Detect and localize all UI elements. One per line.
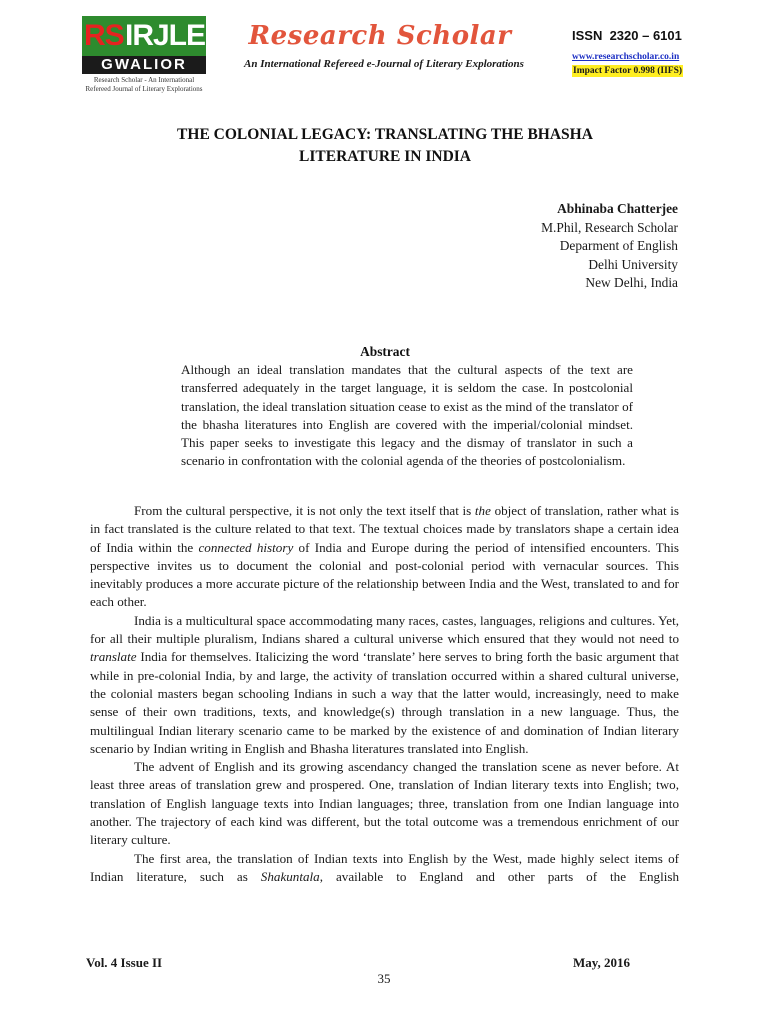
author-block [541,200,678,293]
author-department: Deparment of English [559,238,678,253]
paper-title-line2: LITERATURE IN INDIA [299,148,471,165]
footer-volume: Vol. 4 Issue II [86,955,163,970]
issn-line [572,28,682,44]
body-emphasis: Shakuntala [260,868,320,884]
logo-irjle-text: IRJLE [125,19,206,52]
impact-factor: Impact Factor 0.998 (IIFS) [573,66,683,76]
page-number: 35 [377,971,391,986]
body-emphasis: translate [90,649,137,665]
body-paragraph-2 [90,612,679,758]
journal-title: Research Scholar [248,21,512,51]
issn-label: ISSN [572,28,603,43]
footer-date: May, 2016 [573,955,631,970]
body-text-run: , available to England and other parts of the English [319,868,680,884]
body-text-run: India for themselves. Italicizing the word ‘translate’ here serves to bring forth the basic argument that while in pre-colonial India, by and large, the activity of translation occurred within a shared cultural universe, the colonial masters began schooling Indians in such a way that the latter would, increasingly, need to make sense of their own traditions, texts, and knowledge(s) through translation in a new language. Thus, the multilingual Indian literary scenario came to be marked by the existence of and domination of Indian literary scenario by Indian writing in English and Bhasha literatures translated into English. [90,649,679,756]
body-paragraph-4 [90,850,679,887]
body-emphasis: connected history [198,539,294,555]
author-degree: M.Phil, Research Scholar [541,219,678,235]
body-text-run: object of translation, rather what is in fact translated is the culture related to that text. The textual choices made by translators shape a certain idea of India within the [90,503,679,555]
body-text [90,502,679,886]
abstract-text: Although an ideal translation mandates that the cultural aspects of the text are transferred adequately in the target language, it is seldom the case. In postcolonial translation, the ideal translation situation cease to exist as the mind of the translator of the bhasha literatures into English are covered with the imperial/colonial mindset. This paper seeks to investigate this legacy and the dismay of translator in such a scenario in confrontation with the colonial agenda of the theories of postcolonialism. [181,362,633,469]
logo-city: GWALIOR [82,56,206,74]
issn-value: 2320 – 6101 [609,28,682,43]
paper-title [100,124,670,168]
author-name: Abhinaba Chatterjee [557,201,678,216]
body-emphasis: the [474,503,491,518]
website-link[interactable]: www.researchscholar.co.in [572,52,680,62]
logo-subtitle-line1: Research Scholar - An International [93,76,195,84]
body-paragraph-1 [90,502,679,612]
journal-logo [82,16,206,96]
body-paragraph-3: The advent of English and its growing ascendancy changed the translation scene as never before. At least three areas of translation grew and prospered. One, translation of Indian literary texts into English; two, translation of English language texts into Indian languages; three, translation from one Indian language into another. The trajectory of each kind was different, but the total outcome was a tremendous enrichment of our literary culture. [90,759,679,848]
logo-banner [82,16,206,56]
body-text-run: India is a multicultural space accommodating many races, castes, languages, religions and cultures. Yet, for all their multiple pluralism, Indians shared a cultural universe which ensured that they would not need to [90,612,679,647]
body-text-run: The first area, the translation of Indian texts into English by the West, made highly select items of Indian literature, such as [90,850,679,884]
logo-rs-text: RS [84,19,124,52]
author-university: Delhi University [588,256,678,272]
body-text-run: From the cultural perspective, it is not only the text itself that is [134,503,475,518]
paper-title-line1: THE COLONIAL LEGACY: TRANSLATING THE BHASHA [177,126,593,143]
body-text-run: of India and Europe during the period of intensified encounters. This perspective invites us to document the colonial and post-colonial period with vernacular sources. This inevitably produces a more accurate picture of the relationship between India and the West, translated to and for each other. [90,539,679,610]
logo-subtitle-line2: Refereed Journal of Literary Explorations [85,85,203,93]
abstract-heading: Abstract [360,344,410,359]
journal-subtitle: An International Refereed e-Journal of Literary Explorations [244,58,524,70]
author-location: New Delhi, India [585,275,678,290]
logo-subtitle [82,76,206,94]
